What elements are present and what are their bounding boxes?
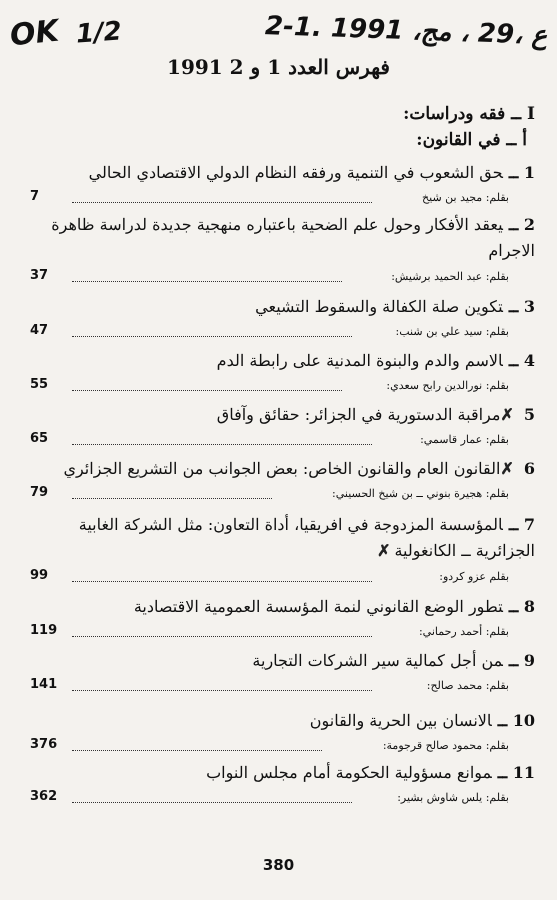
leader-dots: [72, 690, 372, 691]
entry-author: بقلم: مجيد بن شيخ: [422, 191, 509, 204]
handwritten-ok: OK: [8, 13, 61, 54]
entry-title: موانع مسؤولية الحكومة أمام مجلس النواب: [206, 763, 492, 782]
leader-dots: [72, 336, 352, 337]
entry-title: يعقد الأفكار وحول علم الضحية باعتباره منهجية جديدة لدراسة ظاهرة الاجرام: [51, 215, 535, 260]
leader-dots: [72, 750, 322, 751]
entry-page: 119: [30, 623, 58, 638]
entry-author: بقلم عزو كردو:: [439, 570, 509, 583]
entry-title: من أجل كمالية سير الشركات التجارية: [252, 651, 503, 670]
check-mark-icon: ✗: [377, 541, 391, 560]
entry-number: 1 ــ: [508, 163, 535, 182]
entry-page: 362: [30, 789, 58, 804]
leader-dots: [72, 802, 352, 803]
entry-title: تكوين صلة الكفالة والسقوط التشيعي: [255, 297, 503, 316]
leader-dots: [72, 202, 372, 203]
entry-title: الاسم والدم والبنوة المدنية على رابطة الدم: [216, 351, 503, 370]
entry-author: بقلم: سيد علي بن شنب:: [395, 325, 509, 338]
entry-author: بقلم: محمود صالح قرجومة:: [382, 739, 509, 752]
entry-page: 37: [30, 268, 49, 283]
entry-page: 47: [30, 323, 49, 338]
entry-title: الانسان بين الحرية والقانون: [309, 711, 492, 730]
entry-page: 65: [30, 431, 49, 446]
entry-number: 11 ــ: [497, 763, 535, 782]
entry-number: 3 ــ: [508, 297, 535, 316]
entry-number: 9 ــ: [508, 651, 535, 670]
entry-page: 376: [30, 737, 58, 752]
entry-author: بقلم: يلس شاوش بشير:: [397, 791, 509, 804]
entry-author: بقلم: عمار قاسمي:: [420, 433, 509, 446]
entry-number: 6: [523, 459, 535, 478]
section-heading: I ــ فقه ودراسات:: [403, 104, 535, 124]
entry-number: 10 ــ: [497, 711, 535, 730]
leader-dots: [72, 498, 272, 499]
entry-number: 2 ــ: [508, 215, 535, 234]
entry-title: مراقبة الدستورية في الجزائر: حقائق وآفاق: [216, 405, 501, 424]
page-title: فهرس العدد 1 و 2 1991: [167, 55, 390, 79]
entry-author: بقلم: أحمد رحماني:: [418, 625, 509, 638]
handwritten-annotation: [0, 10, 557, 60]
entry-title: المؤسسة المزدوجة في افريقيا، أداة التعاون: مثل الشركة الغابية الجزائرية ــ الكانغولية: [78, 515, 535, 560]
entry-page: 7: [30, 189, 40, 204]
leader-dots: [72, 581, 372, 582]
entry-author: بقلم: عبد الحميد برشيش:: [391, 270, 509, 283]
entry-author: بقلم: هجيرة بنوني ــ بن شيخ الحسيني:: [332, 487, 509, 500]
check-mark-icon: ✗: [500, 459, 514, 478]
entry-number: 7 ــ: [508, 515, 535, 534]
entry-page: 141: [30, 677, 58, 692]
entry-author: بقلم: محمد صالح:: [426, 679, 509, 692]
leader-dots: [72, 444, 372, 445]
check-mark-icon: ✗: [500, 405, 514, 424]
entry-title: القانون العام والقانون الخاص: بعض الجوانب من التشريع الجزائري: [63, 459, 501, 478]
entry-number: 4 ــ: [508, 351, 535, 370]
entry-number: 8 ــ: [508, 597, 535, 616]
entry-title: حق الشعوب في التنمية ورفقه النظام الدولي الاقتصادي الحالي: [88, 163, 503, 182]
handwritten-reference: 2-1. ع ،29 ، مج، 1991: [264, 11, 548, 51]
entry-title: تطور الوضع القانوني لنمة المؤسسة العمومية الاقتصادية: [133, 597, 503, 616]
page-number: 380: [262, 856, 295, 874]
leader-dots: [72, 390, 342, 391]
subsection-heading: أ ــ في القانون:: [416, 130, 527, 150]
leader-dots: [72, 636, 372, 637]
leader-dots: [72, 281, 342, 282]
entry-page: 79: [30, 485, 49, 500]
entry-author: بقلم: نورالدين رابح سعدي:: [386, 379, 509, 392]
entry-number: 5: [523, 405, 535, 424]
entry-page: 55: [30, 377, 49, 392]
entry-page: 99: [30, 568, 49, 583]
handwritten-fraction: 1/2: [75, 16, 123, 50]
